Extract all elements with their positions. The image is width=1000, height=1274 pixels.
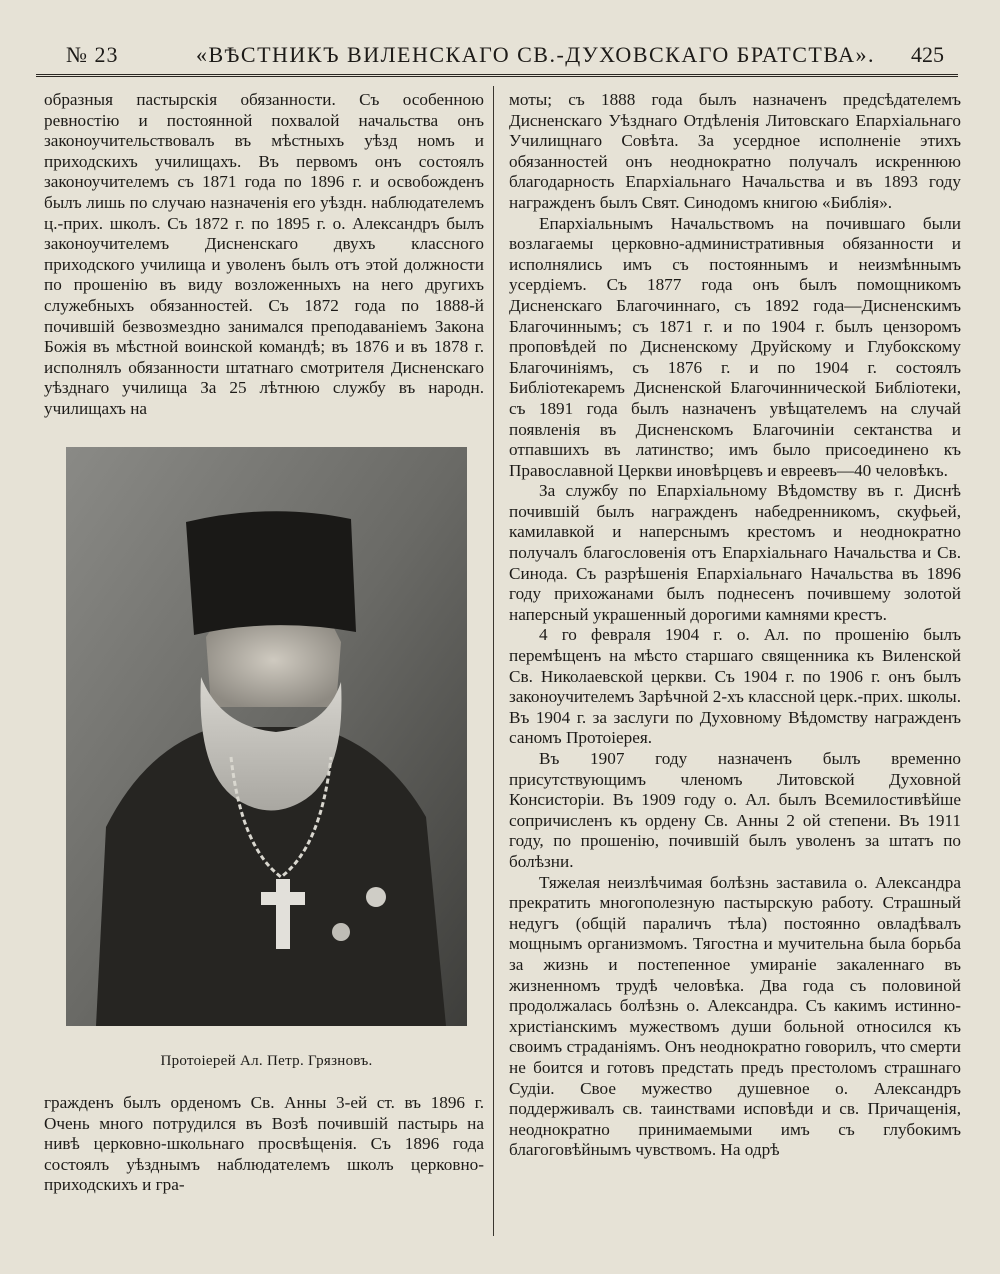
portrait-photo [66, 447, 467, 1026]
left-column-top [44, 90, 484, 420]
left-column-bottom [44, 1093, 484, 1196]
issue-number: № 23 [66, 42, 119, 67]
page-header [36, 40, 958, 74]
paragraph: Въ 1907 году назначенъ былъ временно присутствующимъ членомъ Литовской Духовной Консисторіи. Въ 1909 году о. Ал. былъ Всемилостивѣйше сопричисленъ къ ордену Св. Анны 2 ой степени. Въ 1911 году, по прошенію, почившій былъ уволенъ за штатъ по болѣзни. [509, 749, 961, 871]
portrait-image [66, 447, 467, 1026]
paragraph: образныя пастырскія обязанности. Съ особенною ревностію и постоянной похвалой начальства онъ законоучительствовалъ въ мѣстныхъ уѣзд номъ и приходскихъ училищахъ. Въ первомъ онъ состоялъ законоучителемъ съ 1871 года по 1896 г. и освобожденъ былъ лишь по случаю назначенія его уѣздн. наблюдателемъ ц.-прих. школъ. Съ 1872 г. по 1895 г. о. Александръ былъ законоучителемъ Дисненскаго двухъ классного приходского училища и уволенъ былъ отъ этой должности по прошенію въ виду возложенныхъ на него другихъ служебныхъ обязанностей. Съ 1872 года по 1888-й почившій безвозмездно занимался преподаваніемъ Закона Божія въ мѣстной воинской командѣ; въ 1876 и въ 1878 г. исполнялъ обязанности штатнаго смотрителя Дисненскаго уѣзднаго училища За 25 лѣтнюю службу въ народн. училищахъ на [44, 90, 484, 418]
column-separator [493, 86, 494, 1236]
right-column [509, 90, 961, 1161]
header-rule [36, 74, 958, 77]
paragraph: гражденъ былъ орденомъ Св. Анны 3-ей ст. въ 1896 г. Очень много потрудился въ Возѣ почившій пастырь на нивѣ церковно-школьнаго просвѣщенія. Съ 1896 года состоялъ уѣзднымъ наблюдателемъ школъ церковно-приходскихъ и гра- [44, 1093, 484, 1195]
paragraph: За службу по Епархіальному Вѣдомству въ г. Диснѣ почившій былъ награжденъ набедренникомъ, скуфьей, камилавкой и наперснымъ крестомъ и неоднократно получалъ благословенія отъ Епархіальнаго Начальства и Св. Синода. Съ разрѣшенія Епархіальнаго Начальства въ 1896 году прихожанами былъ поднесенъ почившему золотой наперсный украшенный дорогими камнями крестъ. [509, 481, 961, 624]
journal-title: «ВѢСТНИКЪ ВИЛЕНСКАГО СВ.-ДУХОВСКАГО БРАТСТВА». [196, 42, 876, 67]
paragraph: Тяжелая неизлѣчимая болѣзнь заставила о. Александра прекратить многополезную пастырскую работу. Страшный недугъ (общій параличъ тѣла) постоянно овладѣвалъ мощнымъ организмомъ. Тягостна и мучительна была борьба за жизнь и постепенное умираніе закаленнаго въ жизненномъ трудѣ человѣка. Два года съ половиной продолжалась болѣзнь о. Александра. Съ какимъ истинно-христіанскимъ мужествомъ души больной относился къ своимъ страданіямъ. Онъ неоднократно говорилъ, что смерти не боится и готовъ предстать предъ престоломъ страшнаго Судіи. Свое мужество душевное о. Александръ поддерживалъ св. таинствами исповѣди и св. Причащенія, неоднократно принимаемыми имъ съ глубокимъ благоговѣйнымъ чувствомъ. На одрѣ [509, 872, 961, 1160]
paragraph: моты; съ 1888 года былъ назначенъ предсѣдателемъ Дисненскаго Уѣзднаго Отдѣленія Литовскаго Епархіальнаго Училищнаго Совѣта. За усердное исполненіе этихъ обязанностей онъ неоднократно получалъ искреннюю благодарность Епархіальнаго Начальства и въ 1893 году награжденъ былъ Свят. Синодомъ книгою «Библія». [509, 90, 961, 212]
paragraph: Епархіальнымъ Начальствомъ на почившаго были возлагаемы церковно-административныя обязанности и исполнялись имъ съ постояннымъ и неизмѣннымъ усердіемъ. Съ 1877 года онъ былъ помощникомъ Дисненскаго Благочиннаго, съ 1892 года—Дисненскимъ Благочиннымъ; съ 1871 г. и по 1904 г. былъ цензоромъ проповѣдей по Дисненскому Друйскому и Глубокскому Благочиніямъ, съ 1876 г. и по 1904 г. состоялъ Библіотекаремъ Дисненской Благочиннической Библіотеки, съ 1891 года былъ назначенъ увѣщателемъ на случай появленія въ Дисненскомъ Благочиніи сектанства и отпавшихъ въ латинство; имъ было присоединено къ Православной Церкви иновѣрцевъ и евреевъ—40 человѣкъ. [509, 213, 961, 480]
photo-caption: Протоіерей Ал. Петр. Грязновъ. [160, 1053, 373, 1069]
page-number: 425 [911, 42, 944, 67]
paragraph: 4 го февраля 1904 г. о. Ал. по прошенію былъ перемѣщенъ на мѣсто старшаго священника къ Виленской Св. Николаевской церкви. Съ 1904 г. по 1906 г. онъ былъ законоучителемъ Зарѣчной 2-хъ классной церк.-прих. школы. Въ 1904 г. за заслуги по Духовному Вѣдомству награжденъ саномъ Протоіерея. [509, 625, 961, 748]
